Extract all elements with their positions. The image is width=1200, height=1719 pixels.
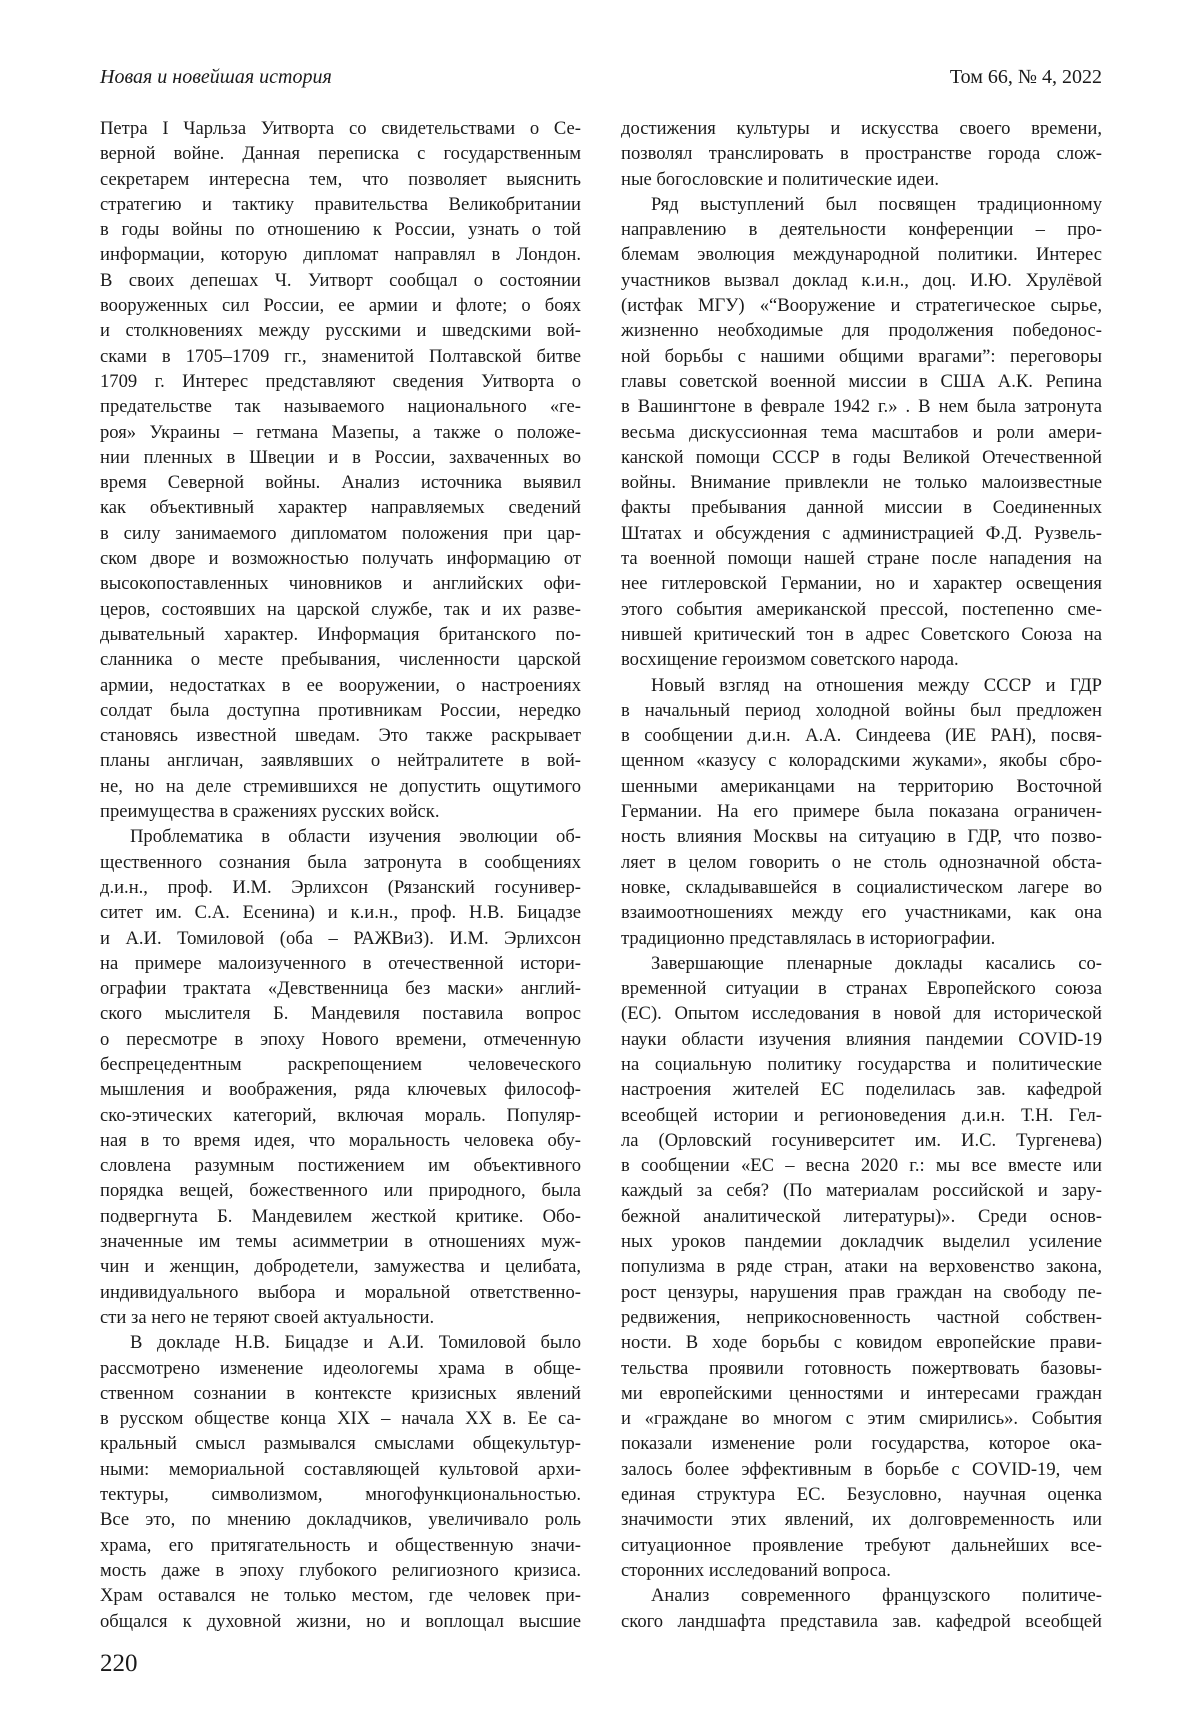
text-line: ная в то время идея, что моральность человека обу- [100, 1129, 581, 1151]
text-line: главы советской военной миссии в США А.К. Репина [621, 370, 1102, 392]
text-line: настроения жителей ЕС поделилась зав. кафедрой [621, 1079, 1102, 1101]
text-column-right [621, 116, 1102, 1634]
text-line: Новый взгляд на отношения между СССР и ГДР [651, 674, 1102, 696]
text-line: мость даже в эпоху глубокого религиозного кризиса. [100, 1559, 581, 1581]
text-line: значимости этих явлений, их долговременность или [621, 1509, 1102, 1531]
text-line: та военной помощи нашей стране после нападения на [621, 548, 1102, 570]
text-line: солдат была доступна противникам России, нередко [100, 699, 581, 721]
text-line: высокопоставленных чиновников и английских офи- [100, 573, 581, 595]
text-line: секретарем интересна тем, что позволяет выяснить [100, 168, 581, 190]
text-line: ных уроков пандемии докладчик выделил усиление [621, 1231, 1102, 1253]
text-line: ситет им. С.А. Есенина) и к.и.н., проф. Н.В. Бицадзе [100, 902, 581, 924]
text-line: информации, которую дипломат направлял в Лондон. [100, 244, 581, 266]
text-line: нившей критический тон в адрес Советского Союза на [621, 623, 1102, 645]
text-line: сторонних исследований вопроса. [621, 1559, 891, 1581]
text-line: Все это, по мнению докладчиков, увеличивало роль [100, 1509, 581, 1531]
text-line: Германии. На его примере была показана ограничен- [621, 801, 1102, 823]
text-line: показали изменение роли государства, которое ока- [621, 1433, 1102, 1455]
text-line: стратегию и тактику правительства Великобритании [100, 193, 581, 215]
text-line: чин и женщин, добродетели, замужества и целибата, [100, 1256, 581, 1278]
text-line: ла (Орловский госуниверситет им. И.С. Тургенева) [621, 1129, 1102, 1151]
text-line: общался к духовной жизни, но и воплощал высшие [100, 1610, 581, 1632]
text-line: дывательный характер. Информация британского по- [100, 623, 581, 645]
text-line: направлению в деятельности конференции – про- [621, 219, 1102, 241]
text-line: значенные им темы асимметрии в отношениях муж- [100, 1231, 581, 1253]
text-line: ной борьбы с нашими общими врагами”: переговоры [621, 345, 1102, 367]
text-line: церов, состоявших на царской службе, так и их разве- [100, 598, 581, 620]
text-line: индивидуального выбора и моральной ответственно- [100, 1281, 581, 1303]
text-line: факты пребывания данной миссии в Соединенных [621, 497, 1102, 519]
text-line: ско-этических категорий, включая мораль. Популяр- [100, 1104, 581, 1126]
text-line: щенном «казусу с колорадскими жуками», якобы сбро- [621, 750, 1102, 772]
text-line: Завершающие пленарные доклады касались со- [651, 952, 1102, 974]
text-line: о пересмотре в эпоху Нового времени, отмеченную [100, 1028, 581, 1050]
text-line: ситуационное проявление требуют дальнейших все- [621, 1534, 1102, 1556]
text-line: порядка вещей, божественного или природного, была [100, 1180, 581, 1202]
text-line: тельства проявили готовность пожертвовать базовы- [621, 1357, 1102, 1379]
text-line: в русском обществе конца XIX – начала XX в. Ее са- [100, 1408, 581, 1430]
text-line: единая структура ЕС. Безусловно, научная оценка [621, 1484, 1102, 1506]
text-line: время Северной войны. Анализ источника выявил [100, 472, 581, 494]
text-line: позволял транслировать в пространстве города слож- [621, 143, 1102, 165]
text-line: д.и.н., проф. И.М. Эрлихсон (Рязанский госунивер- [100, 876, 581, 898]
text-line: весьма дискуссионная тема масштабов и роли амери- [621, 421, 1102, 443]
paragraph [621, 1583, 1102, 1634]
text-line: В докладе Н.В. Бицадзе и А.И. Томиловой было [130, 1332, 581, 1354]
text-line: нее гитлеровской Германии, но и характер освещения [621, 573, 1102, 595]
text-line: сланника о месте пребывания, численности царской [100, 649, 581, 671]
text-line: не, но на деле стремившихся не допустить ощутимого [100, 775, 581, 797]
text-line: в сообщении д.и.н. А.А. Синдеева (ИЕ РАН), посвя- [621, 725, 1102, 747]
text-line: участников вызвал доклад к.и.н., доц. И.Ю. Хрулёвой [621, 269, 1102, 291]
text-line: новке, складывавшейся в социалистическом лагере во [621, 876, 1102, 898]
text-line: ными: мемориальной составляющей культовой архи- [100, 1458, 581, 1480]
text-line: Штатах и обсуждения с администрацией Ф.Д. Рузвель- [621, 522, 1102, 544]
text-line: канской помощи СССР в годы Великой Отечественной [621, 446, 1102, 468]
paragraph [621, 192, 1102, 673]
text-line: верной войне. Данная переписка с государственным [100, 143, 581, 165]
paragraph [621, 673, 1102, 951]
paragraph [100, 824, 581, 1330]
text-line: Ряд выступлений был посвящен традиционному [651, 193, 1102, 215]
text-line: временной ситуации в странах Европейского союза [621, 978, 1102, 1000]
text-line: популизма в ряде стран, атаки на верховенство закона, [621, 1256, 1102, 1278]
text-line: подвергнута Б. Мандевилем жесткой критике. Обо- [100, 1205, 581, 1227]
text-line: словлена разумным постижением им объективного [100, 1155, 581, 1177]
text-line: войны. Внимание привлекли не только малоизвестные [621, 472, 1102, 494]
text-line: традиционно представлялась в историографии. [621, 927, 996, 949]
text-line: Петра I Чарльза Уитворта со свидетельствами о Се- [100, 118, 581, 139]
text-line: ности. В ходе борьбы с ковидом европейские прави- [621, 1332, 1102, 1354]
text-line: ность влияния Москвы на ситуацию в ГДР, что позво- [621, 826, 1102, 848]
text-line: и А.И. Томиловой (оба – РАЖВиЗ). И.М. Эрлихсон [100, 927, 581, 949]
paragraph [621, 116, 1102, 192]
text-line: мышления и воображения, ряда ключевых философ- [100, 1079, 581, 1101]
text-line: как объективный характер направляемых сведений [100, 497, 581, 519]
text-line: предательстве так называемого национального «ге- [100, 396, 581, 418]
paragraph [621, 951, 1102, 1583]
text-line: становясь известной шведам. Это также раскрывает [100, 725, 581, 747]
text-line: тектуры, символизмом, многофункциональностью. [100, 1484, 581, 1506]
text-line: нии пленных в Швеции и в России, захваченных во [100, 446, 581, 468]
text-line: науки области изучения влияния пандемии COVID-19 [621, 1028, 1102, 1050]
running-header-issue: Том 66, № 4, 2022 [949, 66, 1102, 88]
text-line: армии, недостатках в ее вооружении, о настроениях [100, 674, 581, 696]
text-line: блемам эволюция международной политики. Интерес [621, 244, 1102, 266]
text-line: сти за него не теряют своей актуальности. [100, 1306, 435, 1328]
text-line: ского ландшафта представила зав. кафедрой всеобщей [621, 1610, 1102, 1632]
text-line: беспрецедентным раскрепощением человеческого [100, 1053, 581, 1075]
text-line: Проблематика в области изучения эволюции об- [130, 826, 581, 848]
text-line: рассмотрено изменение идеологемы храма в обще- [100, 1357, 581, 1379]
running-header-journal: Новая и новейшая история [100, 66, 332, 88]
text-line: планы англичан, заявлявших о нейтралитете в вой- [100, 750, 581, 772]
text-line: бежной аналитической литературы)». Среди основ- [621, 1205, 1102, 1227]
page-number: 220 [100, 1650, 138, 1677]
text-line: вооруженных сил России, ее армии и флоте; о боях [100, 295, 581, 317]
text-line: шенными американцами на территорию Восточной [621, 775, 1102, 797]
text-line: в Вашингтоне в феврале 1942 г.» . В нем была затронута [621, 396, 1102, 418]
paragraph [100, 1330, 581, 1634]
text-line: этого события американской прессой, постепенно сме- [621, 598, 1102, 620]
text-line: ского мыслителя Б. Мандевиля поставила вопрос [100, 1003, 581, 1025]
text-line: и столкновениях между русскими и шведскими вой- [100, 320, 581, 342]
text-line: на примере малоизученного в отечественной истори- [100, 952, 581, 974]
text-line: восхищение героизмом советского народа. [621, 649, 959, 671]
text-line: храма, его притягательность и общественную значи- [100, 1534, 581, 1556]
text-line: Анализ современного французского политиче- [651, 1585, 1102, 1607]
text-line: ные богословские и политические идеи. [621, 168, 940, 190]
text-line: ографии трактата «Девственница без маски» англий- [100, 978, 581, 1000]
text-line: ском дворе и возможностью получать информацию от [100, 548, 581, 570]
text-line: в силу занимаемого дипломатом положения при цар- [100, 522, 581, 544]
text-line: в годы войны по отношению к России, узнать о той [100, 219, 581, 241]
text-line: на социальную политику государства и политические [621, 1053, 1102, 1075]
text-line: жизненно необходимые для продолжения победонос- [621, 320, 1102, 342]
text-line: залось более эффективным в борьбе с COVID-19, чем [621, 1458, 1102, 1480]
text-line: преимущества в сражениях русских войск. [100, 801, 440, 823]
text-line: редвижения, неприкосновенность частной собствен- [621, 1306, 1102, 1328]
text-line: сками в 1705–1709 гг., знаменитой Полтавской битве [100, 345, 581, 367]
text-line: Храм оставался не только местом, где человек при- [100, 1585, 581, 1607]
text-line: щественного сознания была затронута в сообщениях [100, 851, 581, 873]
text-line: ми европейскими ценностями и интересами граждан [621, 1382, 1102, 1404]
text-line: достижения культуры и искусства своего времени, [621, 118, 1102, 139]
text-column-left [100, 116, 581, 1634]
text-line: ляет в целом говорить о не столь однозначной обста- [621, 851, 1102, 873]
text-line: всеобщей истории и регионоведения д.и.н. Т.Н. Гел- [621, 1104, 1102, 1126]
text-line: рост цензуры, нарушения прав граждан на свободу пе- [621, 1281, 1102, 1303]
text-line: в сообщении «ЕС – весна 2020 г.: мы все вместе или [621, 1155, 1102, 1177]
text-line: ственном сознании в контексте кризисных явлений [100, 1382, 581, 1404]
text-line: и «граждане во многом с этим смирились». События [621, 1408, 1102, 1430]
text-line: кральный смысл размывался смыслами общекультур- [100, 1433, 581, 1455]
text-line: В своих депешах Ч. Уитворт сообщал о состоянии [100, 269, 581, 291]
text-line: (ЕС). Опытом исследования в новой для исторической [621, 1003, 1102, 1025]
text-line: 1709 г. Интерес представляют сведения Уитворта о [100, 370, 581, 392]
text-line: каждый за себя? (По материалам российской и зару- [621, 1180, 1102, 1202]
paragraph [100, 116, 581, 824]
text-line: в начальный период холодной войны был предложен [621, 699, 1102, 721]
text-line: взаимоотношениях между его участниками, как она [621, 902, 1102, 924]
text-line: (истфак МГУ) «“Вооружение и стратегическое сырье, [621, 295, 1102, 317]
text-line: роя» Украины – гетмана Мазепы, а также о положе- [100, 421, 581, 443]
